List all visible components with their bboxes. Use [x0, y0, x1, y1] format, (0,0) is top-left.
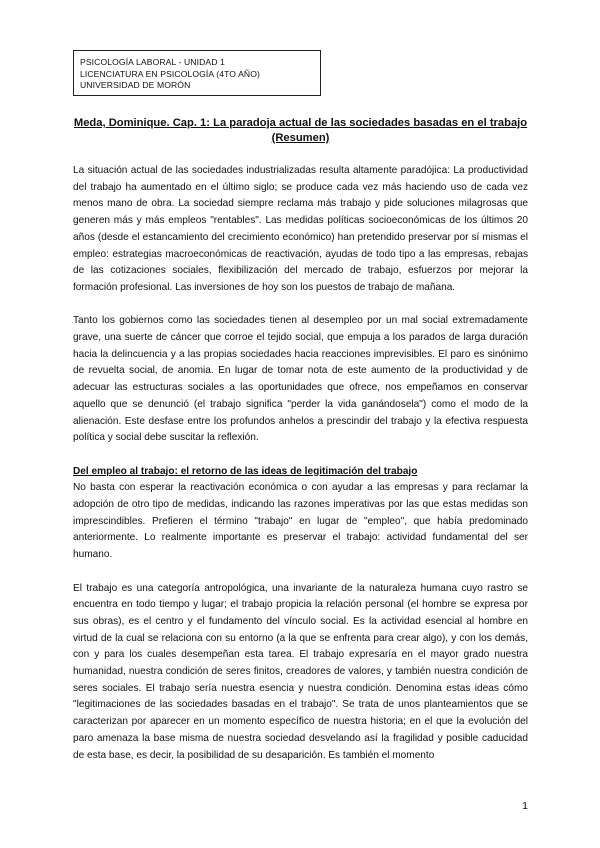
paragraph-4: El trabajo es una categoría antropológica, una invariante de la naturaleza humana cuyo rastro se encuentra en todo tiempo y lugar; el trabajo propicia la relación personal (el hombre se expresa por sus obras), es el centro y el fundamento del vínculo social. Es la actividad esencial al hombre en virtud de la cual se relaciona con su entorno (a la que se enfrenta para crear algo), y con los demás, con y para los cuales desempeñan esta tarea. El trabajo expresaría en el mayor grado nuestra humanidad, nuestra condición de seres finitos, creadores de valores, y también nuestra condición de seres sociales. El trabajo sería nuestra esencia y nuestra condición. Denomina estas ideas cómo "legitimaciones de las sociedades basadas en el trabajo". Se trata de unos planteamientos que se caracterizan por aparecer en un momento específico de nuestra historia; en el que la evolución del paro amenaza la base misma de nuestra sociedad desvelando así la fragilidad y posible caducidad de esta base, es decir, la posibilidad de su desaparición. Es también el momento	[73, 582, 528, 761]
document-title: Meda, Dominique. Cap. 1: La paradoja actual de las sociedades basadas en el trabajo (Resumen)	[73, 117, 528, 144]
header-degree: LICENCIATURA EN PSICOLOGÍA (4TO AÑO)	[80, 68, 260, 79]
paragraph-2: Tanto los gobiernos como las sociedades tienen al desempleo por un mal social extremadamente grave, una suerte de cáncer que corroe el tejido social, que empuja a los parados de larga duración hacia la delincuencia y a las propias sociedades hacia reacciones imprevisibles. El paro es sinónimo de revuelta social, de anomia. En lugar de tomar nota de este aumento de la productividad y de adecuar las estructuras sociales a las oportunidades que ofrece, nos empeñamos en conservar aquello que se denunció (el trabajo significa "perder la vida ganándosela") como el modo de la alienación. Este desfase entre los profundos anhelos a prescindir del trabajo y la efectiva respuesta política y social debe suscitar la reflexión.	[73, 315, 528, 444]
section-heading: Del empleo al trabajo: el retorno de las ideas de legitimación del trabajo	[73, 465, 418, 477]
paragraph-3: No basta con esperar la reactivación económica o con ayudar a las empresas y para reclamar la adopción de otro tipo de medidas, indicando las razones imperativas por las que estas medidas son imprescindibles. Prefieren el término "trabajo" en lugar de "empleo", que había predominado anteriormente. Lo realmente importante es preservar el trabajo: actividad fundamental del ser humano.	[73, 482, 528, 561]
page-number: 1	[522, 800, 528, 812]
document-header-box	[73, 50, 321, 96]
paragraph-1: La situación actual de las sociedades industrializadas resulta altamente paradójica: La productividad del trabajo ha aumentado en el último siglo; se produce cada vez más haciendo uso de cada vez menos mano de obra. La sociedad siempre reclama más trabajo y pide soluciones milagrosas que generen más y más empleos "rentables". Las medidas políticas socioeconómicas de los últimos 20 años (desde el estancamiento del crecimiento económico) han pretendido preservar por sí mismas el empleo: estrategias macroeconómicas de reactivación, ayudas de todo tipo a las empresas, rebajas de las cotizaciones sociales, flexibilización del mercado de trabajo, esfuerzos por mejorar la formación profesional. Las inversiones de hoy son los puestos de trabajo de mañana.	[73, 165, 528, 293]
header-university: UNIVERSIDAD DE MORÓN	[80, 80, 191, 90]
header-subject: PSICOLOGÍA LABORAL - UNIDAD 1	[80, 57, 225, 67]
document-body	[73, 163, 528, 781]
